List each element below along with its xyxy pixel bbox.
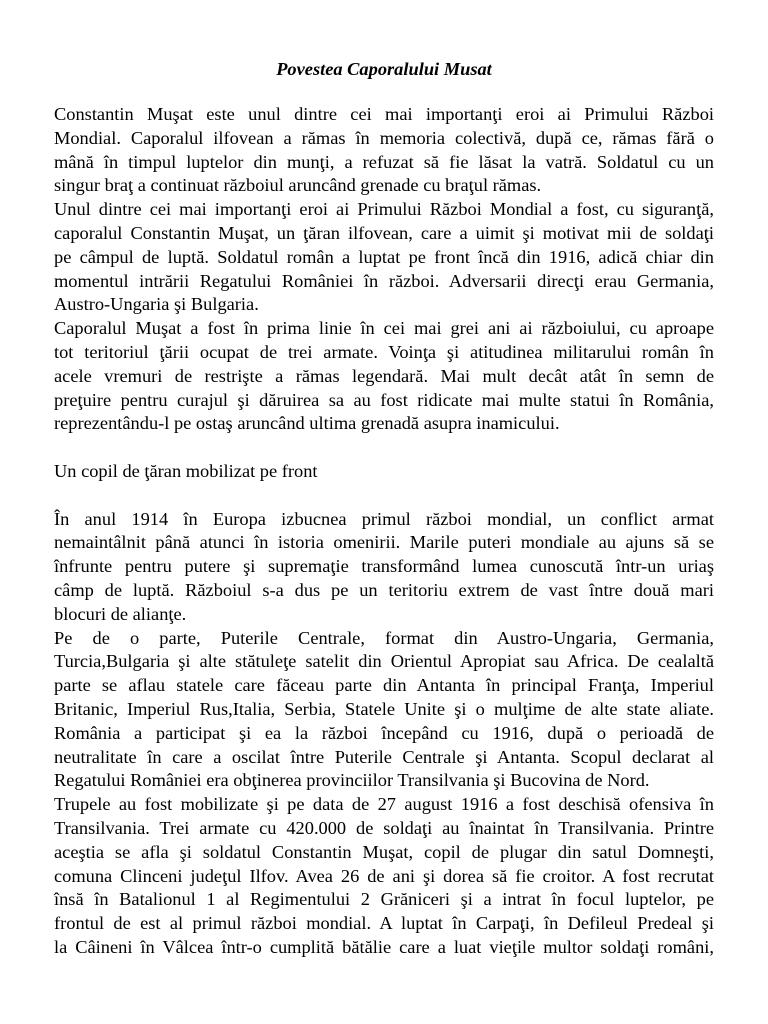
paragraph bbox=[54, 793, 714, 960]
text-line: Austro-Ungaria şi Bulgaria. bbox=[54, 294, 259, 315]
text-line: frontul de est al primul război mondial. A luptat în Carpaţi, în Defileul Predeal şi bbox=[54, 913, 714, 934]
text-line: Regatului României era obţinerea provinciilor Transilvania şi Bucovina de Nord. bbox=[54, 770, 650, 791]
document-body bbox=[54, 103, 714, 960]
text-line: Transilvania. Trei armate cu 420.000 de soldaţi au înaintat în Transilvania. Printre bbox=[54, 817, 714, 838]
text-line: reprezentându-l pe ostaş aruncând ultima grenadă asupra inamicului. bbox=[54, 413, 560, 434]
blank-line bbox=[54, 484, 714, 508]
text-line: neutralitate în care a oscilat între Puterile Centrale şi Antanta. Scopul declarat al bbox=[54, 746, 714, 767]
text-line: momentul intrării Regatului României în război. Adversarii direcţi erau Germania, bbox=[54, 270, 714, 291]
text-line: caporalul Constantin Muşat, un ţăran ilfovean, care a uimit şi motivat mii de soldaţi bbox=[54, 222, 714, 243]
paragraph bbox=[54, 508, 714, 627]
text-line: Britanic, Imperiul Rus,Italia, Serbia, Statele Unite şi o mulţime de alte state aliate. bbox=[54, 698, 714, 719]
text-line: Unul dintre cei mai importanţi eroi ai Primului Război Mondial a fost, cu siguranţă, bbox=[54, 199, 714, 220]
text-line: aceştia se afla şi soldatul Constantin Muşat, copil de plugar din satul Domneşti, bbox=[54, 841, 714, 862]
text-line: preţuire pentru curajul şi dăruirea sa au fost ridicate mai multe statui în România, bbox=[54, 389, 714, 410]
text-line: Mondial. Caporalul ilfovean a rămas în memoria colectivă, după ce, rămas fără o bbox=[54, 127, 714, 148]
text-line: însă în Batalionul 1 al Regimentului 2 Grăniceri şi a intrat în focul luptelor, pe bbox=[54, 889, 714, 910]
text-line: Trupele au fost mobilizate şi pe data de 27 august 1916 a fost deschisă ofensiva în bbox=[54, 794, 714, 815]
blank-line bbox=[54, 436, 714, 460]
text-line: Caporalul Muşat a fost în prima linie în cei mai grei ani ai războiului, cu aproape bbox=[54, 318, 714, 339]
paragraph bbox=[54, 103, 714, 198]
text-line: pe câmpul de luptă. Soldatul român a luptat pe front încă din 1916, adică chiar din bbox=[54, 246, 714, 267]
text-line: parte se aflau statele care făceau parte din Antanta în principal Franţa, Imperiul bbox=[54, 675, 714, 696]
text-line: tot teritoriul ţării ocupat de trei armate. Voinţa şi atitudinea militarului român în bbox=[54, 341, 714, 362]
text-line: România a participat şi ea la război începând cu 1916, după o perioadă de bbox=[54, 722, 714, 743]
text-line: la Câineni în Vâlcea într-o cumplită bătălie care a luat vieţile multor soldaţi români, bbox=[54, 936, 714, 957]
text-line: Pe de o parte, Puterile Centrale, format din Austro-Ungaria, Germania, bbox=[54, 627, 714, 648]
text-line: Turcia,Bulgaria şi alte stătuleţe satelit din Orientul Apropiat sau Africa. De cealaltă bbox=[54, 651, 714, 672]
text-line: blocuri de alianţe. bbox=[54, 603, 187, 624]
text-line: singur braţ a continuat războiul aruncând grenade cu braţul rămas. bbox=[54, 175, 542, 196]
text-line: comuna Clinceni judeţul Ilfov. Avea 26 de ani şi dorea să fie croitor. A fost recrutat bbox=[54, 865, 714, 886]
document-title: Povestea Caporalului Musat bbox=[276, 59, 492, 79]
paragraph bbox=[54, 198, 714, 317]
paragraph bbox=[54, 627, 714, 794]
text-line: În anul 1914 în Europa izbucnea primul război mondial, un conflict armat bbox=[54, 508, 714, 529]
text-line: mână în timpul luptelor din munţi, a refuzat să fie lăsat la vatră. Soldatul cu un bbox=[54, 151, 714, 172]
text-line: nemaintâlnit până atunci în istoria omenirii. Marile puteri mondiale au ajuns să se bbox=[54, 532, 714, 553]
section-heading: Un copil de ţăran mobilizat pe front bbox=[54, 460, 318, 481]
text-line: Constantin Muşat este unul dintre cei mai importanţi eroi ai Primului Război bbox=[54, 104, 714, 124]
paragraph bbox=[54, 317, 714, 436]
text-line: acele vremuri de restrişte a rămas legendară. Mai mult decât atât în semn de bbox=[54, 365, 714, 386]
text-line: câmp de luptă. Războiul s-a dus pe un teritoriu extrem de vast între două mari bbox=[54, 579, 714, 600]
text-line: înfrunte pentru putere şi supremaţie transformând lumea cunoscută într-un uriaş bbox=[54, 556, 714, 577]
